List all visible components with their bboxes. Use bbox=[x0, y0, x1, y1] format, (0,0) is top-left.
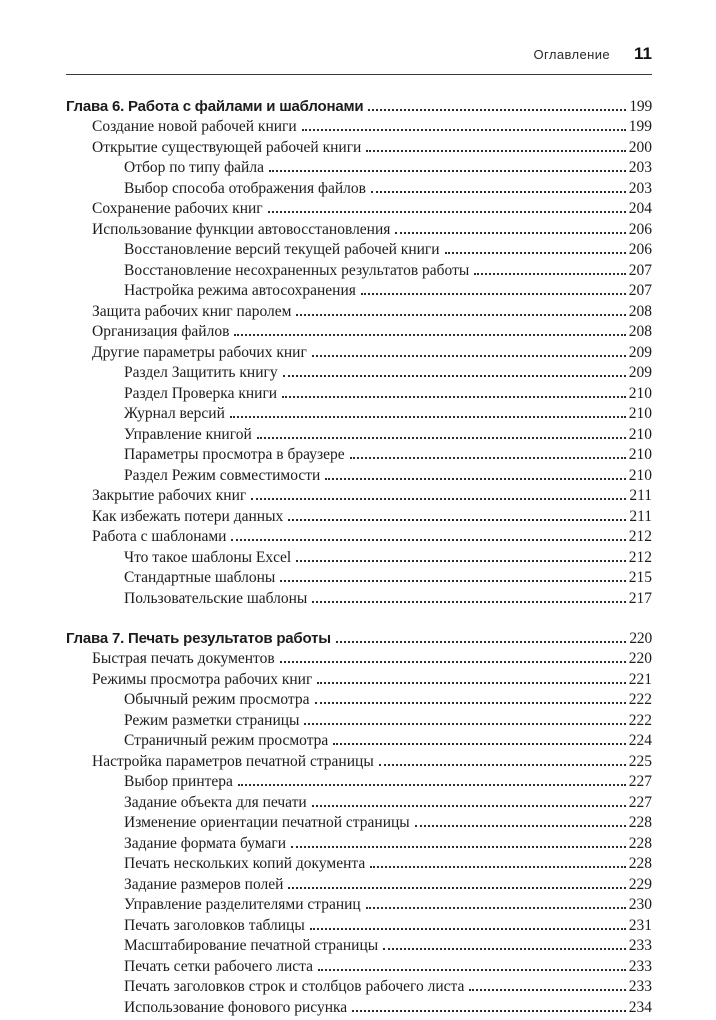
toc-entry bbox=[66, 404, 652, 425]
entry-title: Работа с шаблонами bbox=[92, 528, 227, 545]
dotted-leader bbox=[288, 886, 625, 889]
toc-chapter bbox=[66, 96, 652, 117]
entry-page-number: 210 bbox=[628, 405, 652, 422]
dotted-leader bbox=[230, 415, 626, 418]
entry-title: Раздел Проверка книги bbox=[124, 384, 278, 402]
entry-page-number: 206 bbox=[628, 241, 652, 258]
dotted-leader bbox=[296, 313, 625, 316]
toc-chapter bbox=[66, 628, 652, 649]
entry-page-number: 200 bbox=[628, 138, 652, 156]
entry-page-number: 230 bbox=[628, 896, 652, 913]
entry-page-number: 217 bbox=[628, 589, 652, 607]
entry-page-number: 208 bbox=[628, 323, 652, 340]
entry-page-number: 222 bbox=[628, 711, 652, 729]
toc-entry bbox=[66, 363, 652, 384]
toc-entry bbox=[66, 138, 652, 159]
entry-title: Защита рабочих книг паролем bbox=[92, 302, 292, 320]
toc-entry bbox=[66, 117, 652, 138]
entry-page-number: 204 bbox=[628, 200, 652, 217]
entry-title: Стандартные шаблоны bbox=[124, 569, 276, 586]
entry-page-number: 207 bbox=[628, 261, 652, 279]
dotted-leader bbox=[302, 128, 626, 131]
toc-entry bbox=[66, 486, 652, 507]
dotted-leader bbox=[268, 210, 626, 213]
dotted-leader bbox=[325, 477, 625, 480]
dotted-leader bbox=[333, 742, 625, 745]
entry-title: Параметры просмотра в браузере bbox=[124, 446, 345, 463]
dotted-leader bbox=[257, 436, 626, 439]
entry-page-number: 228 bbox=[628, 855, 652, 872]
dotted-leader bbox=[288, 518, 626, 521]
entry-page-number: 221 bbox=[628, 670, 652, 688]
entry-title: Использование функции автовосстановления bbox=[92, 220, 391, 238]
toc-entry bbox=[66, 261, 652, 282]
entry-title: Печать заголовков таблицы bbox=[124, 916, 305, 934]
entry-title: Открытие существующей рабочей книги bbox=[92, 138, 362, 156]
entry-page-number: 210 bbox=[628, 384, 652, 402]
entry-title: Масштабирование печатной страницы bbox=[124, 937, 379, 954]
entry-page-number: 209 bbox=[628, 343, 652, 361]
entry-title: Использование фонового рисунка bbox=[124, 998, 348, 1016]
dotted-leader bbox=[474, 272, 625, 275]
entry-title: Глава 6. Работа с файлами и шаблонами bbox=[66, 98, 364, 115]
toc-entry bbox=[66, 731, 652, 752]
toc-section bbox=[66, 628, 652, 1018]
dotted-leader bbox=[312, 354, 626, 357]
toc-entry bbox=[66, 875, 652, 896]
toc-entry bbox=[66, 834, 652, 855]
dotted-leader bbox=[310, 927, 626, 930]
toc-entry bbox=[66, 384, 652, 405]
toc-entry bbox=[66, 548, 652, 569]
toc-entry bbox=[66, 670, 652, 691]
dotted-leader bbox=[251, 497, 626, 500]
entry-title: Настройка параметров печатной страницы bbox=[92, 752, 374, 770]
entry-page-number: 220 bbox=[629, 630, 652, 647]
dotted-leader bbox=[269, 169, 626, 172]
entry-page-number: 209 bbox=[628, 364, 652, 381]
entry-page-number: 210 bbox=[628, 425, 652, 443]
dotted-leader bbox=[283, 374, 626, 377]
toc-entry bbox=[66, 281, 652, 302]
entry-title: Сохранение рабочих книг bbox=[92, 200, 263, 217]
entry-title: Создание новой рабочей книги bbox=[92, 118, 297, 135]
entry-page-number: 233 bbox=[628, 957, 652, 975]
entry-page-number: 206 bbox=[628, 220, 652, 238]
toc-entry bbox=[66, 895, 652, 916]
toc-entry bbox=[66, 199, 652, 220]
toc-entry bbox=[66, 998, 652, 1019]
entry-title: Раздел Защитить книгу bbox=[124, 364, 278, 381]
entry-page-number: 227 bbox=[628, 793, 652, 811]
entry-page-number: 225 bbox=[628, 752, 652, 770]
entry-title: Журнал версий bbox=[124, 405, 225, 422]
entry-page-number: 222 bbox=[628, 691, 652, 708]
toc-entry bbox=[66, 854, 652, 875]
entry-title: Задание размеров полей bbox=[124, 875, 284, 893]
toc-entry bbox=[66, 302, 652, 323]
toc-entry bbox=[66, 343, 652, 364]
dotted-leader bbox=[317, 681, 625, 684]
entry-page-number: 233 bbox=[628, 937, 652, 954]
entry-page-number: 199 bbox=[628, 118, 652, 135]
toc-entry bbox=[66, 527, 652, 548]
entry-title: Изменение ориентации печатной страницы bbox=[124, 814, 410, 831]
toc-entry bbox=[66, 711, 652, 732]
entry-page-number: 234 bbox=[628, 998, 652, 1016]
dotted-leader bbox=[395, 231, 625, 234]
entry-page-number: 220 bbox=[628, 650, 652, 667]
entry-page-number: 229 bbox=[628, 875, 652, 893]
toc-section bbox=[66, 96, 652, 609]
toc-entry bbox=[66, 649, 652, 670]
entry-title: Другие параметры рабочих книг bbox=[92, 343, 307, 361]
toc-entry bbox=[66, 568, 652, 589]
entry-title: Задание объекта для печати bbox=[124, 793, 307, 811]
toc-entry bbox=[66, 813, 652, 834]
entry-page-number: 207 bbox=[628, 282, 652, 299]
dotted-leader bbox=[366, 149, 625, 152]
dotted-leader bbox=[280, 579, 625, 582]
toc-entry bbox=[66, 220, 652, 241]
entry-title: Восстановление несохраненных результатов работы bbox=[124, 261, 470, 279]
entry-page-number: 227 bbox=[628, 773, 652, 790]
entry-page-number: 211 bbox=[629, 487, 652, 504]
header-label: Оглавление bbox=[533, 47, 611, 62]
toc-entry bbox=[66, 507, 652, 528]
running-header bbox=[66, 44, 652, 75]
dotted-leader bbox=[296, 559, 626, 562]
dotted-leader bbox=[312, 600, 625, 603]
toc-entry bbox=[66, 445, 652, 466]
entry-page-number: 210 bbox=[628, 466, 652, 484]
dotted-leader bbox=[371, 190, 626, 193]
entry-title: Выбор способа отображения файлов bbox=[124, 179, 366, 197]
entry-page-number: 212 bbox=[628, 528, 652, 545]
dotted-leader bbox=[234, 333, 625, 336]
entry-title: Обычный режим просмотра bbox=[124, 691, 310, 708]
dotted-leader bbox=[415, 824, 626, 827]
entry-title: Выбор принтера bbox=[124, 773, 233, 790]
entry-page-number: 228 bbox=[628, 814, 652, 831]
entry-title: Управление книгой bbox=[124, 425, 252, 443]
toc-entry bbox=[66, 466, 652, 487]
toc-entry bbox=[66, 772, 652, 793]
entry-page-number: 203 bbox=[628, 179, 652, 197]
toc-entry bbox=[66, 425, 652, 446]
toc bbox=[66, 96, 652, 1020]
toc-entry bbox=[66, 179, 652, 200]
entry-page-number: 215 bbox=[628, 569, 652, 586]
entry-page-number: 211 bbox=[629, 507, 652, 525]
entry-page-number: 224 bbox=[628, 732, 652, 749]
entry-title: Режим разметки страницы bbox=[124, 711, 300, 729]
dotted-leader bbox=[445, 251, 626, 254]
dotted-leader bbox=[315, 701, 626, 704]
entry-page-number: 199 bbox=[629, 98, 652, 115]
dotted-leader bbox=[383, 947, 626, 950]
dotted-leader bbox=[469, 988, 625, 991]
toc-entry bbox=[66, 793, 652, 814]
entry-page-number: 212 bbox=[628, 548, 652, 566]
entry-title: Глава 7. Печать результатов работы bbox=[66, 630, 331, 647]
toc-entry bbox=[66, 936, 652, 957]
toc-entry bbox=[66, 322, 652, 343]
entry-title: Восстановление версий текущей рабочей книги bbox=[124, 241, 440, 258]
entry-title: Режимы просмотра рабочих книг bbox=[92, 670, 313, 688]
toc-entry bbox=[66, 916, 652, 937]
dotted-leader bbox=[304, 722, 625, 725]
toc-entry bbox=[66, 589, 652, 610]
entry-page-number: 228 bbox=[628, 834, 652, 852]
dotted-leader bbox=[350, 456, 626, 459]
dotted-leader bbox=[238, 783, 626, 786]
dotted-leader bbox=[361, 292, 626, 295]
entry-page-number: 210 bbox=[628, 446, 652, 463]
toc-entry bbox=[66, 957, 652, 978]
dotted-leader bbox=[231, 538, 625, 541]
entry-title: Задание формата бумаги bbox=[124, 834, 287, 852]
dotted-leader bbox=[318, 968, 626, 971]
dotted-leader bbox=[368, 108, 626, 111]
dotted-leader bbox=[366, 906, 626, 909]
entry-title: Как избежать потери данных bbox=[92, 507, 284, 525]
entry-title: Печать заголовков строк и столбцов рабочего листа bbox=[124, 978, 465, 995]
dotted-leader bbox=[282, 395, 626, 398]
dotted-leader bbox=[336, 640, 627, 643]
toc-entry bbox=[66, 158, 652, 179]
toc-entry bbox=[66, 977, 652, 998]
entry-title: Организация файлов bbox=[92, 323, 230, 340]
dotted-leader bbox=[312, 804, 626, 807]
entry-title: Настройка режима автосохранения bbox=[124, 282, 356, 299]
header-page-number: 11 bbox=[634, 44, 652, 63]
entry-page-number: 208 bbox=[628, 302, 652, 320]
dotted-leader bbox=[370, 865, 626, 868]
dotted-leader bbox=[280, 660, 626, 663]
entry-page-number: 233 bbox=[628, 978, 652, 995]
toc-entry bbox=[66, 240, 652, 261]
toc-entry bbox=[66, 690, 652, 711]
entry-title: Печать сетки рабочего листа bbox=[124, 957, 313, 975]
entry-title: Управление разделителями страниц bbox=[124, 896, 361, 913]
entry-title: Страничный режим просмотра bbox=[124, 732, 329, 749]
toc-entry bbox=[66, 752, 652, 773]
entry-title: Закрытие рабочих книг bbox=[92, 487, 247, 504]
entry-title: Быстрая печать документов bbox=[92, 650, 275, 667]
entry-title: Отбор по типу файла bbox=[124, 159, 264, 176]
dotted-leader bbox=[352, 1009, 626, 1012]
entry-page-number: 203 bbox=[628, 159, 652, 176]
entry-title: Пользовательские шаблоны bbox=[124, 589, 308, 607]
entry-page-number: 231 bbox=[628, 916, 652, 934]
entry-title: Что такое шаблоны Excel bbox=[124, 548, 292, 566]
entry-title: Печать нескольких копий документа bbox=[124, 855, 366, 872]
dotted-leader bbox=[291, 845, 626, 848]
dotted-leader bbox=[379, 763, 626, 766]
entry-title: Раздел Режим совместимости bbox=[124, 466, 321, 484]
